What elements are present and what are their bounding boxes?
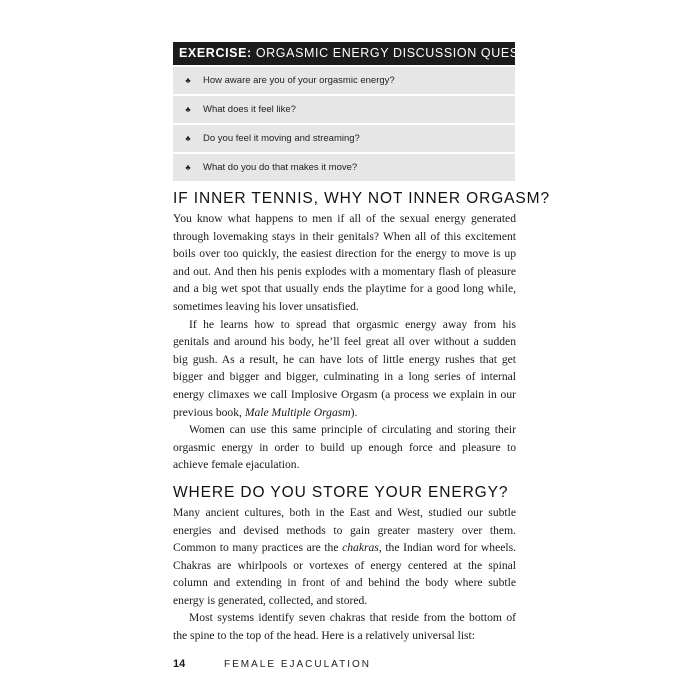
exercise-header <box>173 42 560 65</box>
club-bullet-icon: ♣ <box>185 105 191 114</box>
section-heading-store-energy: WHERE DO YOU STORE YOUR ENERGY? <box>173 483 509 501</box>
paragraph <box>173 316 516 422</box>
paragraph-text: , the Indian word for wheels. Chakras are whirlpools or vortexes of energy centered at the spinal column and extending in front of and behind the body where subtle energy is generated, collected, and stored. <box>173 541 516 607</box>
paragraph-text: If he learns how to spread that orgasmic energy away from his genitals and around his body, he’ll feel great all over without a sudden big gush. As a result, he can have lots of little energy rushes that get bigger and bigger and bigger, culminating in a long series of internal energy climaxes we call Implosive Orgasm (a process we explain in our previous book, <box>173 317 516 419</box>
question-row <box>173 96 515 123</box>
question-text: What do you do that makes it move? <box>203 162 358 173</box>
section-heading-inner-orgasm: IF INNER TENNIS, WHY NOT INNER ORGASM? <box>173 190 550 207</box>
question-text: How aware are you of your orgasmic energy? <box>203 75 395 86</box>
body-content <box>173 188 550 645</box>
paragraph-text: Many ancient cultures, both in the East and West, studied our subtle energies and devised methods to gain greater mastery over them. Common to many practices are the <box>173 505 516 555</box>
paragraph: Women can use this same principle of circulating and storing their orgasmic energy in order to build up enough force and pleasure to achieve female ejaculation. <box>173 423 516 472</box>
club-bullet-icon: ♣ <box>185 76 191 85</box>
page-footer <box>173 658 516 670</box>
question-row <box>173 154 515 181</box>
club-bullet-icon: ♣ <box>185 163 191 172</box>
paragraph: Most systems identify seven chakras that reside from the bottom of the spine to the top of the head. Here is a relatively universal list: <box>173 611 516 643</box>
exercise-label: EXERCISE: <box>179 46 252 60</box>
paragraph: You know what happens to men if all of the sexual energy generated through lovemaking stays in their genitals? When all of this excitement boils over too quickly, the easiest direction for the energy to move is up and out. And then his penis explodes with a momentary flash of pleasure and a big wet spot that usually ends the playtime for a good long while, sometimes leaving his lover unsatisfied. <box>173 212 516 313</box>
page-number: 14 <box>173 658 186 670</box>
question-row <box>173 67 515 94</box>
exercise-title: ORGASMIC ENERGY DISCUSSION QUESTIONS <box>255 46 560 60</box>
club-bullet-icon: ♣ <box>185 134 191 143</box>
question-row <box>173 125 515 152</box>
question-text: Do you feel it moving and streaming? <box>203 133 360 144</box>
paragraph <box>173 504 516 610</box>
question-text: What does it feel like? <box>203 104 296 115</box>
exercise-box <box>173 42 560 181</box>
term-chakras: chakras <box>342 541 379 555</box>
book-title: Male Multiple Orgasm <box>244 405 351 419</box>
running-title: FEMALE EJACULATION <box>224 659 371 670</box>
paragraph-text: ). <box>350 405 358 419</box>
